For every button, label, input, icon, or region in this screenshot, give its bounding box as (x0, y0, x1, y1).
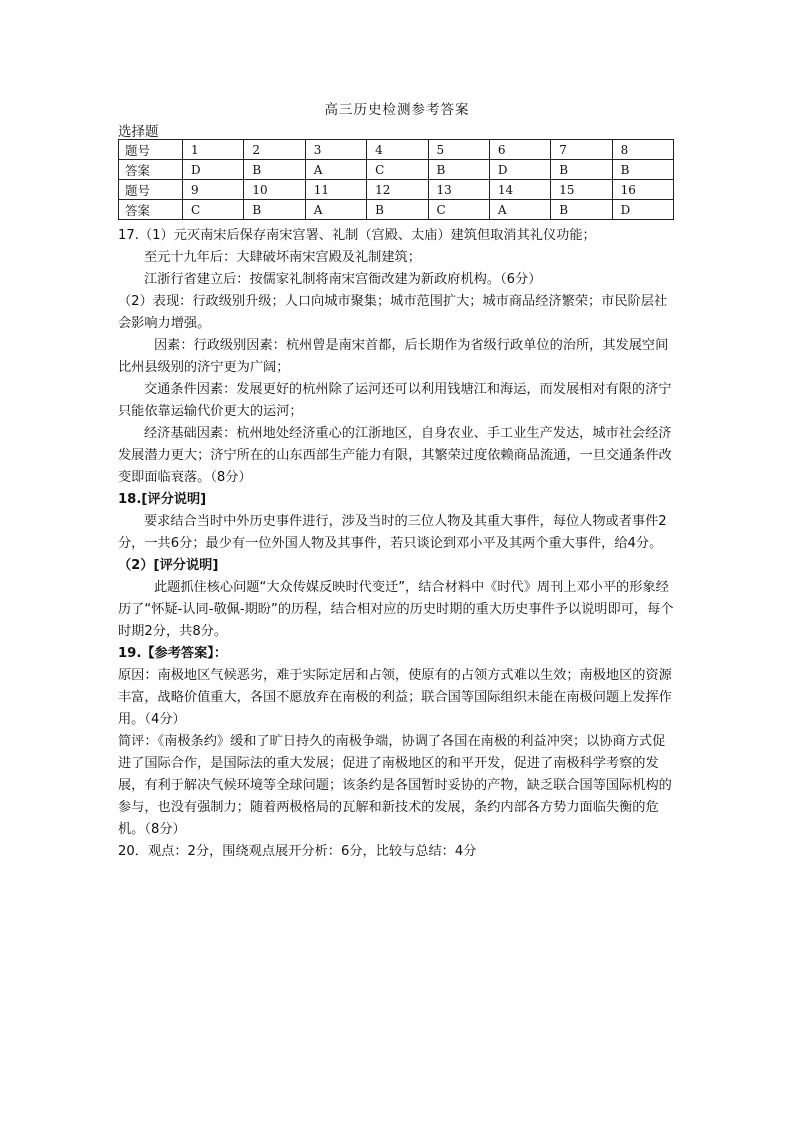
table-cell: D (489, 160, 550, 180)
q17-part2: （2）表现：行政级别升级；人口向城市聚集；城市范围扩大；城市商品经济繁荣；市民阶层社会影响力增强。 (118, 294, 668, 331)
table-cell: 答案 (119, 160, 183, 180)
table-cell: A (489, 200, 550, 220)
q19-reasons: 原因：南极地区气候恶劣，难于实际定居和占领，使原有的占领方式难以生效；南极地区的资源丰富，战略价值重大，各国不愿放弃在南极的利益；联合国等国际组织未能在南极问题上发挥作用。（4分） (118, 668, 672, 727)
q18-paragraph-2: 此题抓住核心问题“大众传媒反映时代变迁”，结合材料中《时代》周刊上邓小平的形象经历了“怀疑-认同-敬佩-期盼”的历程，结合相对应的历史时期的重大历史事件予以说明即可，每个时期2分，共8分。 (118, 580, 674, 639)
table-cell: 12 (367, 180, 428, 200)
table-cell: C (183, 200, 244, 220)
table-cell: 答案 (119, 200, 183, 220)
q17-line-1: 17.（1）元灭南宋后保存南宋宫署、礼制（宫殿、太庙）建筑但取消其礼仪功能； (118, 228, 596, 243)
q20-line: 20．观点：2分，围绕观点展开分析：6分，比较与总结：4分 (118, 844, 477, 859)
table-cell: 题号 (119, 140, 183, 160)
table-cell: A (305, 200, 366, 220)
table-cell: B (244, 160, 305, 180)
q17-line-3: 江浙行省建立后：按儒家礼制将南宋宫衙改建为新政府机构。（6分） (144, 272, 542, 287)
table-row (119, 140, 674, 160)
table-cell: 15 (551, 180, 612, 200)
table-cell: D (612, 200, 673, 220)
q17-economy: 经济基础因素：杭州地处经济重心的江浙地区，自身农业、手工业生产发达，城市社会经济发展潜力更大；济宁所在的山东西部生产能力有限，其繁荣过度依赖商品流通，一旦交通条件改变即面临衰落。（8分） (118, 426, 672, 485)
table-cell: 7 (551, 140, 612, 160)
q17-transport: 交通条件因素：发展更好的杭州除了运河还可以利用钱塘江和海运，而发展相对有限的济宁只能依靠运输代价更大的运河； (118, 382, 672, 419)
table-cell: B (551, 200, 612, 220)
table-cell: D (183, 160, 244, 180)
table-cell: 8 (612, 140, 673, 160)
section-label: 选择题 (118, 124, 159, 140)
table-cell: 16 (612, 180, 673, 200)
q19-evaluation: 简评：《南极条约》缓和了旷日持久的南极争端，协调了各国在南极的利益冲突；以协商方式促进了国际合作，是国际法的重大发展；促进了南极地区的和平开发，促进了南极科学考察的发展，有利于解决气候环境等全球问题；该条约是各国暂时妥协的产物，缺乏联合国等国际机构的参与，也没有强制力；随着两极格局的瓦解和新技术的发展，条约内部各方势力面临失衡的危机。（8分） (118, 734, 672, 837)
q17-factors: 因素：行政级别因素：杭州曾是南宋首都，后长期作为省级行政单位的治所，其发展空间比州县级别的济宁更为广阔； (118, 338, 669, 375)
q18-heading: 18.[评分说明] (118, 492, 207, 507)
table-cell: 14 (489, 180, 550, 200)
table-cell: 3 (305, 140, 366, 160)
table-cell: 2 (244, 140, 305, 160)
table-cell: 10 (244, 180, 305, 200)
q18-paragraph-1: 要求结合当时中外历史事件进行，涉及当时的三位人物及其重大事件，每位人物或者事件2分，一共6分；最少有一位外国人物及其事件，若只谈论到邓小平及其两个重大事件，给4分。 (118, 514, 667, 551)
q17-line-2: 至元十九年后：大肆破坏南宋宫殿及礼制建筑； (144, 250, 421, 265)
table-cell: B (367, 200, 428, 220)
q18-subheading: （2）[评分说明] (118, 558, 219, 573)
table-cell: 13 (428, 180, 489, 200)
q19-heading: 19.【参考答案】： (118, 646, 228, 661)
table-cell: B (244, 200, 305, 220)
table-cell: 9 (183, 180, 244, 200)
table-cell: 4 (367, 140, 428, 160)
table-row (119, 180, 674, 200)
answer-table (118, 139, 674, 220)
table-cell: C (428, 200, 489, 220)
answer-body (118, 225, 678, 863)
table-cell: 5 (428, 140, 489, 160)
table-row (119, 200, 674, 220)
table-cell: B (428, 160, 489, 180)
table-cell: A (305, 160, 366, 180)
table-cell: 6 (489, 140, 550, 160)
table-cell: B (612, 160, 673, 180)
table-cell: 题号 (119, 180, 183, 200)
table-cell: 11 (305, 180, 366, 200)
table-row (119, 160, 674, 180)
table-cell: 1 (183, 140, 244, 160)
table-cell: B (551, 160, 612, 180)
page-title: 高三历史检测参考答案 (324, 102, 470, 118)
table-cell: C (367, 160, 428, 180)
